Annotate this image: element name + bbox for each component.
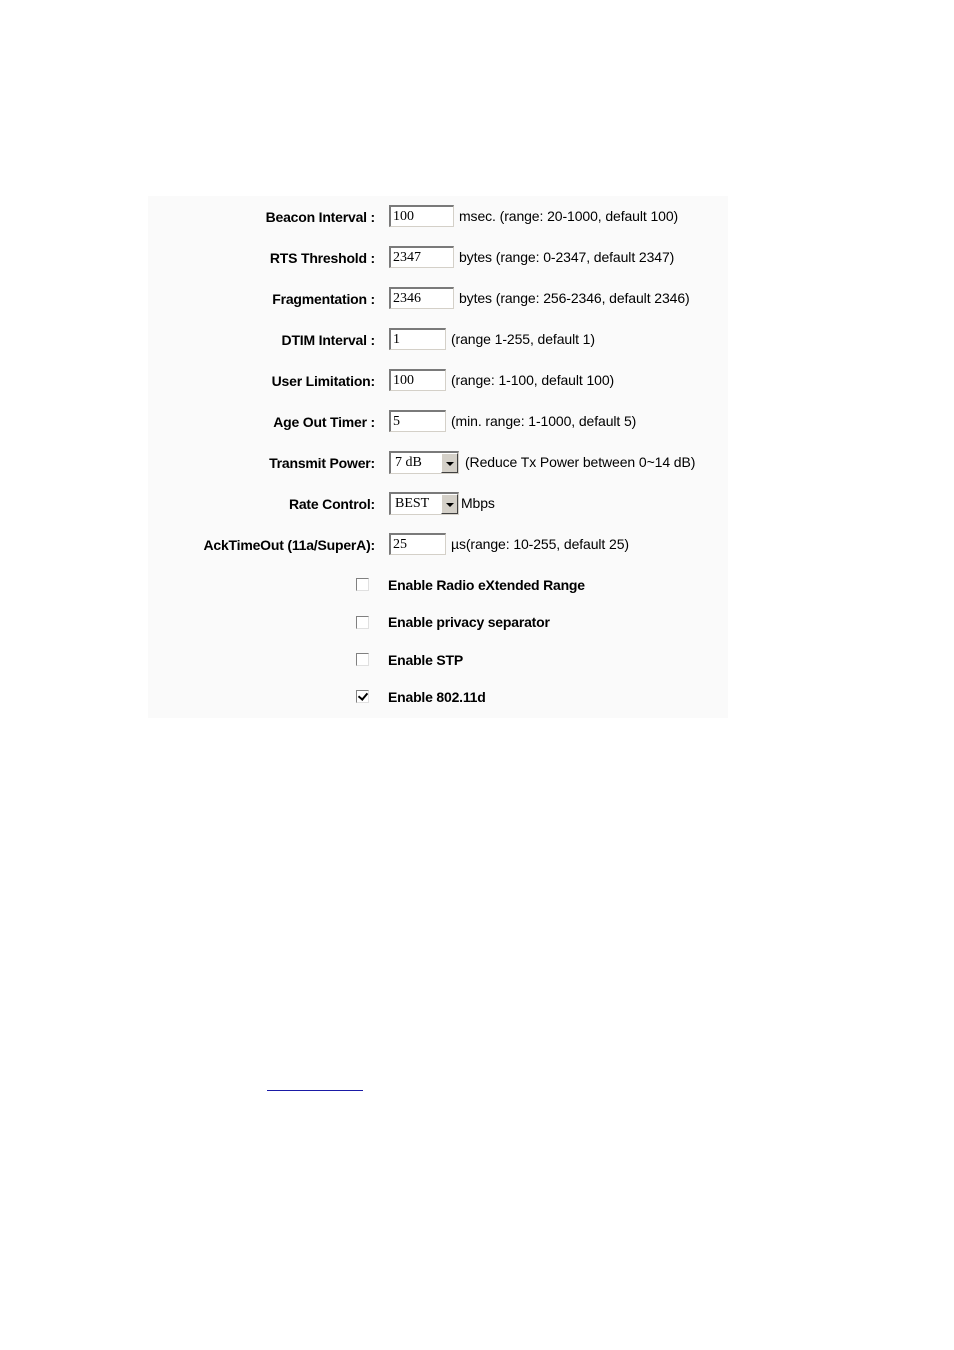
age-out-timer-input[interactable] — [389, 410, 446, 432]
rate-control-select[interactable] — [389, 492, 459, 515]
beacon-interval-label: Beacon Interval : — [265, 209, 375, 225]
transmit-power-selected-value: 7 dB — [395, 455, 422, 470]
stp-checkbox[interactable] — [356, 653, 369, 666]
rts-threshold-input[interactable] — [389, 246, 454, 268]
dtim-interval-note: (range 1-255, default 1) — [451, 331, 595, 347]
beacon-interval-input[interactable] — [389, 205, 454, 227]
dtim-interval-label: DTIM Interval : — [281, 332, 375, 348]
rts-threshold-label: RTS Threshold : — [269, 250, 375, 266]
user-limitation-input[interactable] — [389, 369, 446, 391]
transmit-power-select[interactable] — [389, 451, 459, 474]
rate-control-selected-value: BEST — [395, 496, 430, 511]
dtim-interval-input[interactable] — [389, 328, 446, 350]
radio-extended-range-label: Enable Radio eXtended Range — [388, 577, 585, 593]
privacy-separator-checkbox[interactable] — [356, 616, 369, 629]
rate-control-label: Rate Control: — [288, 496, 375, 512]
fragmentation-note: bytes (range: 256-2346, default 2346) — [459, 290, 690, 306]
ack-timeout-label: AckTimeOut (11a/SuperA): — [203, 537, 375, 553]
ack-timeout-input[interactable] — [389, 533, 446, 555]
user-limitation-label: User Limitation: — [271, 373, 375, 389]
age-out-timer-note: (min. range: 1-1000, default 5) — [451, 413, 637, 429]
privacy-separator-label: Enable privacy separator — [388, 614, 550, 630]
beacon-interval-note: msec. (range: 20-1000, default 100) — [459, 208, 679, 224]
user-limitation-note: (range: 1-100, default 100) — [451, 372, 615, 388]
transmit-power-note: (Reduce Tx Power between 0~14 dB) — [465, 454, 696, 470]
age-out-timer-label: Age Out Timer : — [273, 414, 375, 430]
rts-threshold-note: bytes (range: 0-2347, default 2347) — [459, 249, 675, 265]
ack-timeout-note: µs(range: 10-255, default 25) — [451, 536, 629, 552]
fragmentation-input[interactable] — [389, 287, 454, 309]
stp-label: Enable STP — [388, 652, 464, 668]
rate-control-unit: Mbps — [461, 495, 495, 511]
transmit-power-label: Transmit Power: — [269, 455, 375, 471]
dot11d-label: Enable 802.11d — [388, 689, 486, 705]
chevron-down-icon[interactable] — [441, 453, 458, 473]
fragmentation-label: Fragmentation : — [272, 291, 375, 307]
radio-extended-range-checkbox[interactable] — [356, 578, 369, 591]
dot11d-checkbox[interactable] — [356, 690, 369, 703]
hyperlink-underline[interactable] — [267, 1090, 363, 1091]
chevron-down-icon[interactable] — [441, 494, 458, 514]
